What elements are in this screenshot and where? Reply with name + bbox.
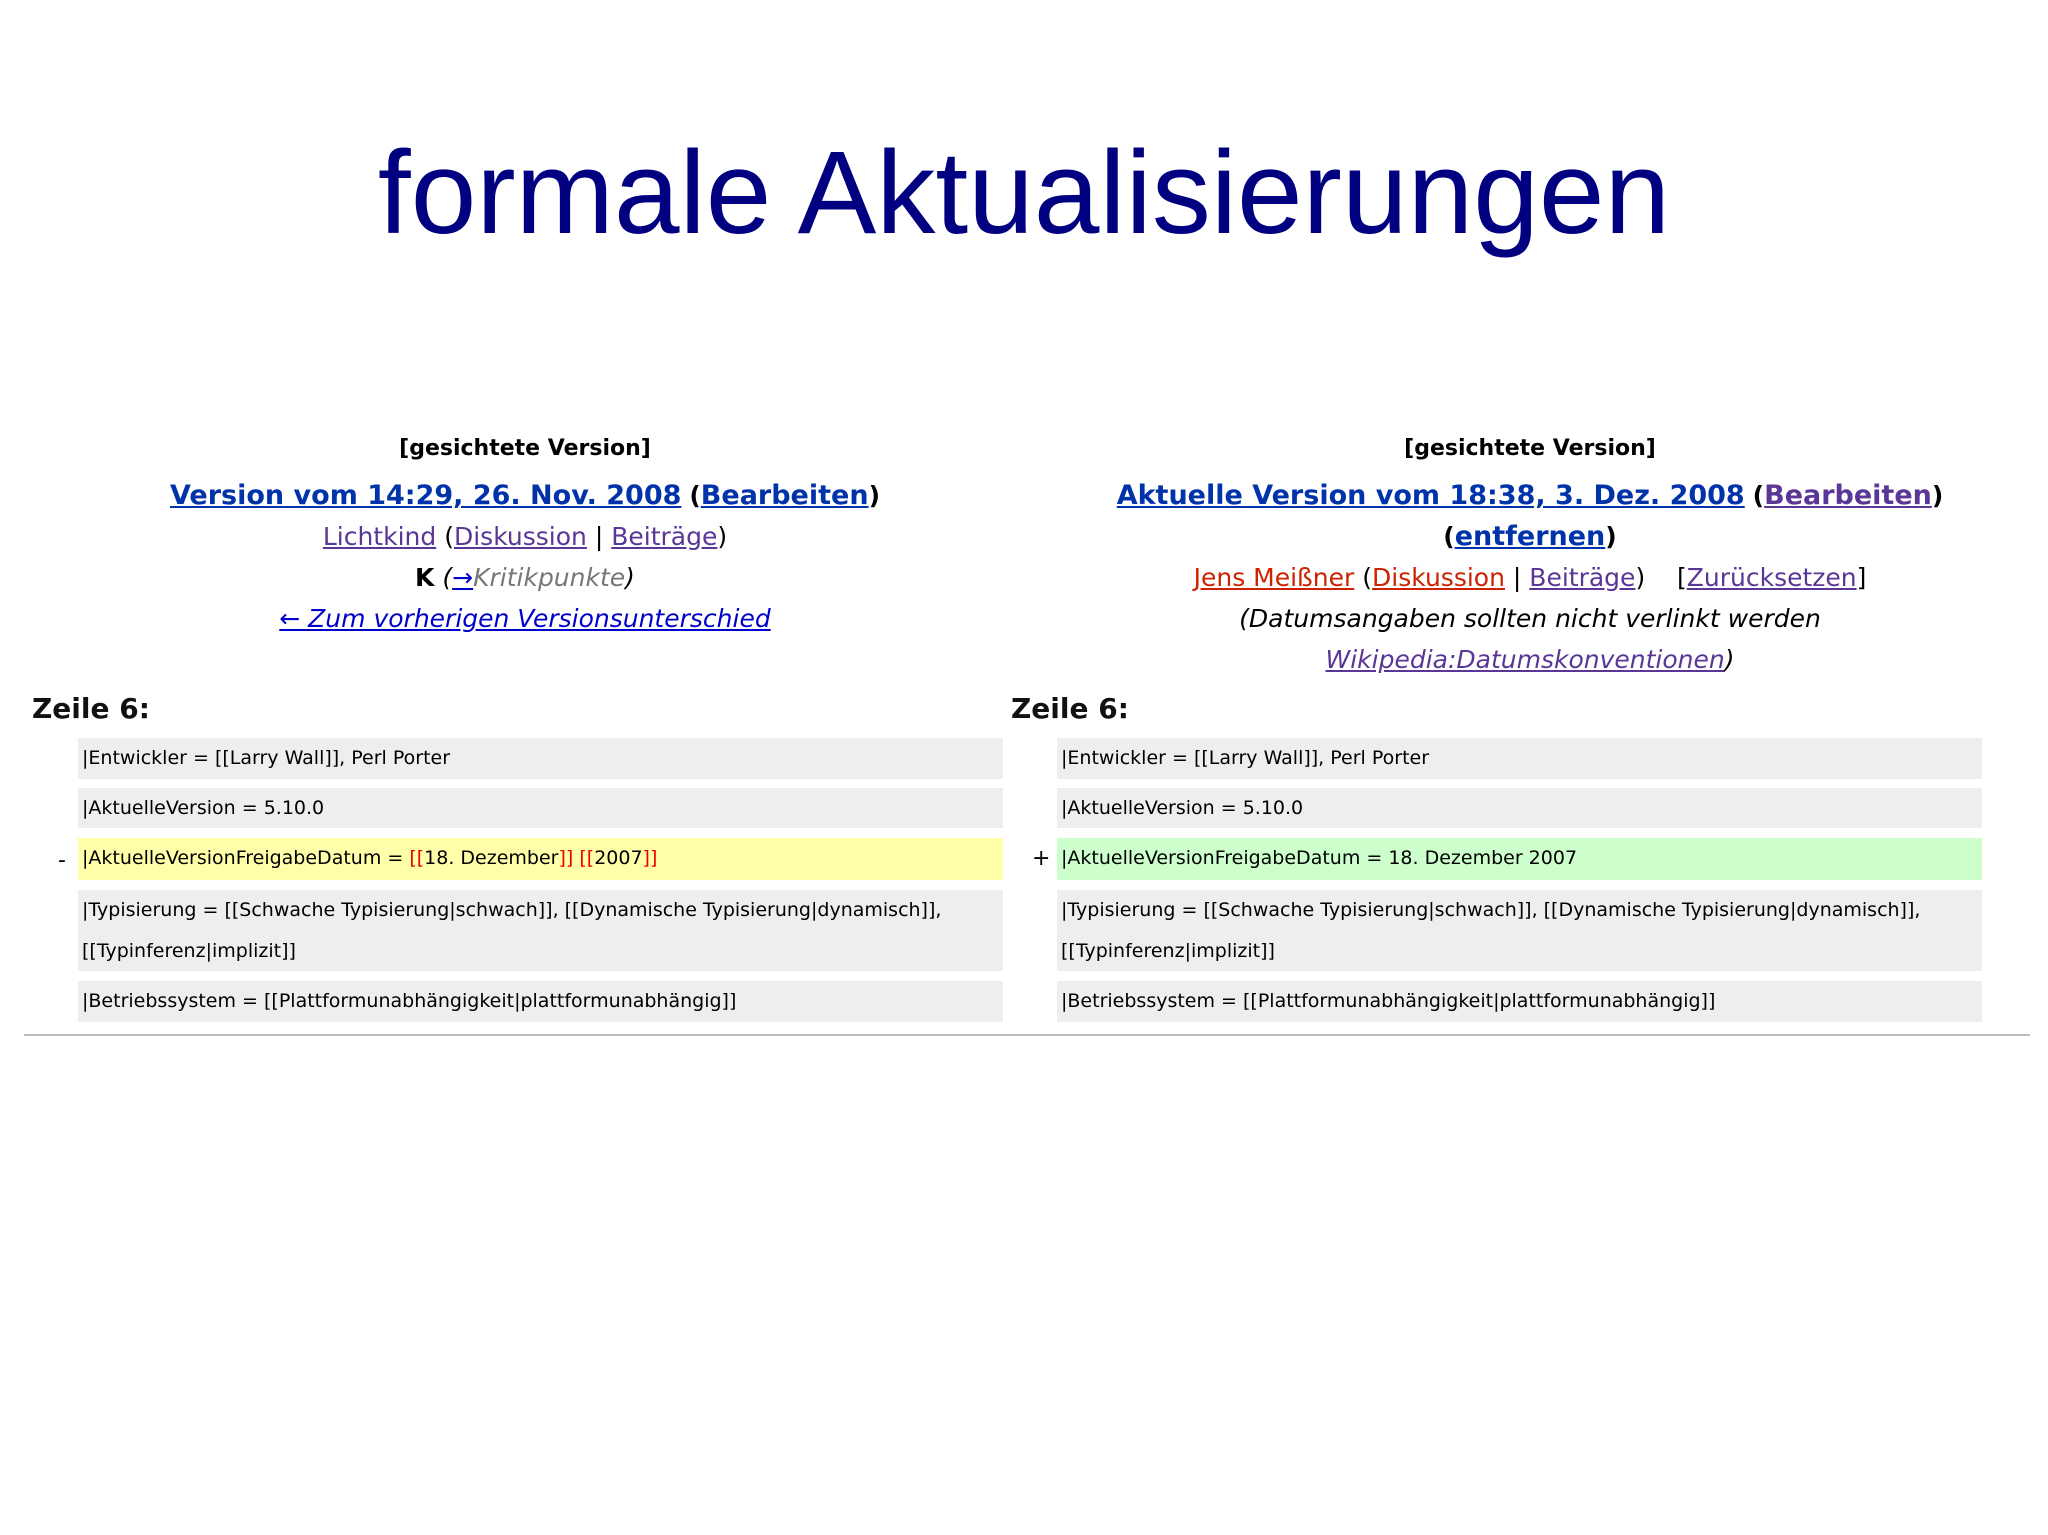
right-edit-link[interactable]: Bearbeiten <box>1764 480 1932 511</box>
right-version-link[interactable]: Aktuelle Version vom 18:38, 3. Dez. 2008 <box>1116 480 1745 511</box>
right-added-row <box>1057 838 1982 880</box>
rollback-link[interactable]: Zurücksetzen <box>1686 563 1857 592</box>
left-deleted-text <box>82 838 1003 879</box>
added-line-marker: + <box>1032 846 1051 871</box>
right-flag-label: [gesichtete Version] <box>1404 436 1656 461</box>
right-context-row <box>1057 738 1982 779</box>
right-summary-text: (Datumsangaben sollten nicht verlinkt werden <box>1239 604 1821 633</box>
left-revision-header <box>25 426 1025 639</box>
right-row-text: |Typisierung = [[Schwache Typisierung|schwach]], [[Dynamische Typisierung|dynamisch]], <box>1061 899 1921 921</box>
left-talk-link[interactable]: Diskussion <box>453 522 587 551</box>
right-line-number: Zeile 6: <box>1011 692 1129 725</box>
right-row-text: |Entwickler = [[Larry Wall]], Perl Porter <box>1061 747 1430 769</box>
section-arrow-link[interactable]: → <box>452 563 474 592</box>
right-bracket-open: [ <box>1677 563 1687 592</box>
left-summary: (→Kritikpunkte) <box>442 563 635 592</box>
left-context-row <box>78 738 1003 779</box>
left-paren-close: ) <box>868 481 880 510</box>
left-row-text: |Typisierung = [[Schwache Typisierung|schwach]], [[Dynamische Typisierung|dynamisch]], <box>82 899 942 921</box>
left-context-row <box>78 890 1003 971</box>
left-paren-open-2: ( <box>444 522 454 551</box>
del-part: 18. Dezember <box>424 847 559 869</box>
left-user-link[interactable]: Lichtkind <box>322 522 437 551</box>
right-undo-link[interactable]: entfernen <box>1454 521 1606 552</box>
del-part: |AktuelleVersionFreigabeDatum = <box>82 847 410 869</box>
right-context-row <box>1057 788 1982 828</box>
right-revision-header <box>1030 426 2030 680</box>
del-bracket: ]] <box>642 847 658 869</box>
left-version-link[interactable]: Version vom 14:29, 26. Nov. 2008 <box>170 480 682 511</box>
del-bracket: [[ <box>579 847 595 869</box>
right-summary-close: ) <box>1724 645 1735 674</box>
left-contribs-link[interactable]: Beiträge <box>611 522 718 551</box>
del-bracket: [[ <box>409 847 425 869</box>
right-paren-close-2: ) <box>1635 563 1646 592</box>
left-line-number: Zeile 6: <box>32 692 150 725</box>
right-context-row <box>1057 981 1982 1022</box>
left-paren-open: ( <box>689 481 701 510</box>
del-part: 2007 <box>594 847 643 869</box>
right-paren-close-b: ) <box>1605 522 1617 551</box>
right-paren-open-b: ( <box>1443 522 1455 551</box>
right-separator: | <box>1512 563 1522 592</box>
left-deleted-row <box>78 838 1003 880</box>
right-bracket-close: ] <box>1856 563 1867 592</box>
right-context-row <box>1057 890 1982 971</box>
right-added-text: |AktuelleVersionFreigabeDatum = 18. Dezember 2007 <box>1061 847 1578 869</box>
left-paren-close-2: ) <box>717 522 728 551</box>
section-name: Kritikpunkte <box>473 563 626 592</box>
left-context-row <box>78 788 1003 828</box>
left-row-text: [[Typinferenz|implizit]] <box>82 940 296 962</box>
deleted-line-marker: - <box>58 848 66 873</box>
right-row-text: |Betriebssystem = [[Plattformunabhängigkeit|plattformunabhängig]] <box>1061 990 1716 1012</box>
right-contribs-link[interactable]: Beiträge <box>1529 563 1636 592</box>
left-separator: | <box>594 522 604 551</box>
minor-edit-flag: K <box>415 563 435 592</box>
del-bracket: ]] <box>558 847 574 869</box>
left-context-row <box>78 981 1003 1022</box>
prev-diff-link[interactable]: ← Zum vorherigen Versionsunterschied <box>279 604 771 633</box>
slide-title: formale Aktualisierungen <box>377 127 1671 259</box>
left-row-text: |Entwickler = [[Larry Wall]], Perl Porter <box>82 747 451 769</box>
left-edit-link[interactable]: Bearbeiten <box>700 480 869 511</box>
left-row-text: |AktuelleVersion = 5.10.0 <box>82 797 325 819</box>
right-paren-close: ) <box>1931 481 1944 510</box>
right-user-link[interactable]: Jens Meißner <box>1193 563 1355 592</box>
left-row-text: |Betriebssystem = [[Plattformunabhängigkeit|plattformunabhängig]] <box>82 990 737 1012</box>
right-talk-link[interactable]: Diskussion <box>1372 563 1505 592</box>
right-paren-open: ( <box>1752 481 1765 510</box>
right-row-text: [[Typinferenz|implizit]] <box>1061 940 1275 962</box>
right-summary-link[interactable]: Wikipedia:Datumskonventionen <box>1325 645 1725 674</box>
left-flag-label: [gesichtete Version] <box>399 436 651 461</box>
right-row-text: |AktuelleVersion = 5.10.0 <box>1061 797 1304 819</box>
right-paren-open-2: ( <box>1362 563 1373 592</box>
divider-rule <box>24 1034 2030 1036</box>
